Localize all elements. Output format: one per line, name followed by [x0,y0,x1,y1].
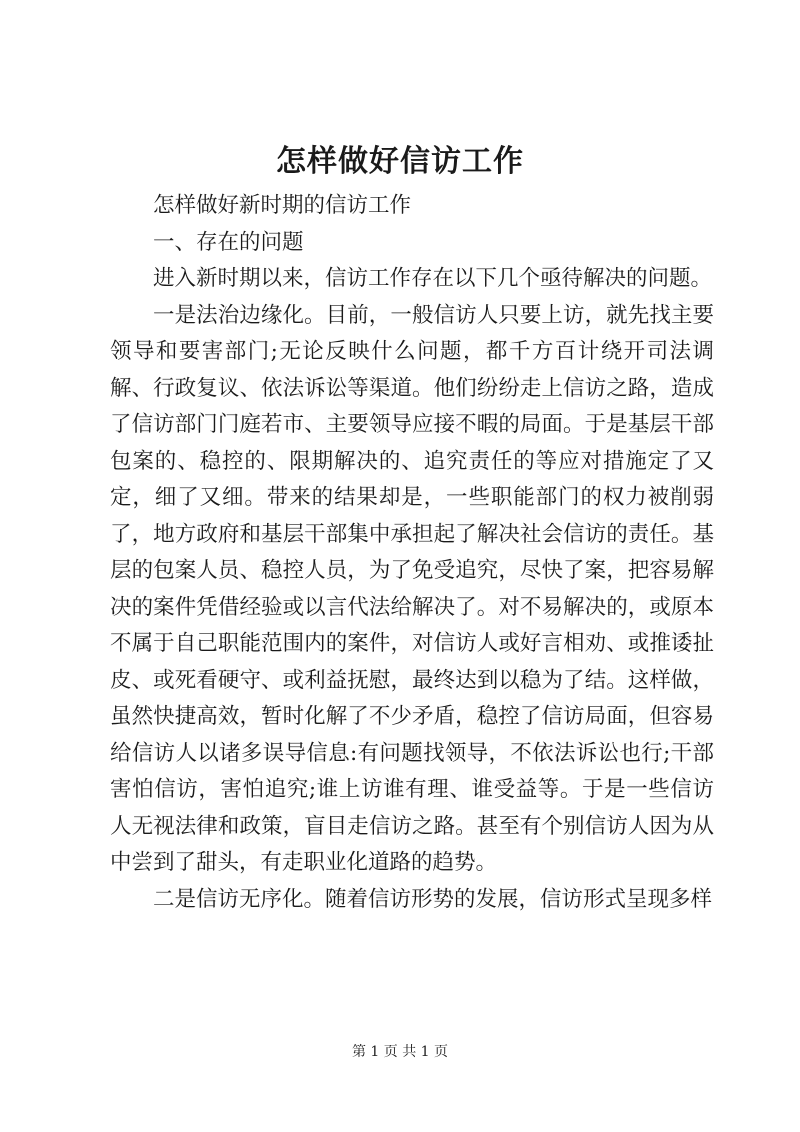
document-body [110,188,714,918]
page-footer: 第 1 页 共 1 页 [351,1044,449,1060]
paragraph-point-two: 二是信访无序化。随着信访形势的发展，信访形式呈现多样 [153,886,713,912]
paragraph-intro: 进入新时期以来，信访工作存在以下几个亟待解决的问题。 [153,266,713,291]
paragraph-subtitle: 怎样做好新时期的信访工作 [153,193,412,218]
paragraph-section-heading: 一、存在的问题 [153,229,304,255]
paragraph-point-one: 一是法治边缘化。目前，一般信访人只要上访，就先找主要领导和要害部门;无论反映什么问题，都千方百计绕开司法调解、行政复议、依法诉讼等渠道。他们纷纷走上信访之路，造成了信访部门门庭若市、主要领导应接不暇的局面。于是基层干部包案的、稳控的、限期解决的、追究责任的等应对措施定了又定，细了又细。带来的结果却是，一些职能部门的权力被削弱了，地方政府和基层干部集中承担起了解决社会信访的责任。基层的包案人员、稳控人员，为了免受追究，尽快了案，把容易解决的案件凭借经验或以言代法给解决了。对不易解决的，或原本不属于自己职能范围内的案件，对信访人或好言相劝、或推诿扯皮、或死看硬守、或利益抚慰，最终达到以稳为了结。这样做，虽然快捷高效，暂时化解了不少矛盾，稳控了信访局面，但容易给信访人以诸多误导信息:有问题找领导，不依法诉讼也行;干部害怕信访，害怕追究;谁上访谁有理、谁受益等。于是一些信访人无视法律和政策，盲目走信访之路。甚至有个别信访人因为从中尝到了甜头，有走职业化道路的趋势。 [110,302,714,875]
document-title: 怎样做好信访工作 [276,144,524,179]
